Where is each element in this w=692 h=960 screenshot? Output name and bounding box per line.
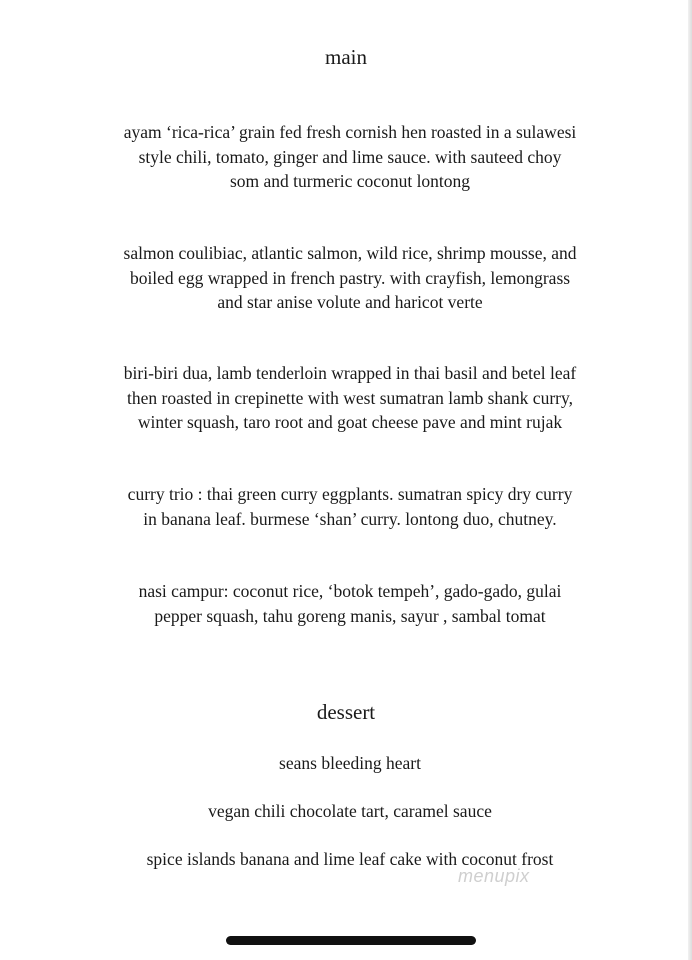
item-line: spice islands banana and lime leaf cake with coconut frost (146, 849, 554, 869)
main-item-ayam-rica-rica (60, 120, 640, 194)
dessert-item-seans-bleeding-heart (60, 751, 640, 776)
item-line: in banana leaf. burmese ‘shan’ curry. lontong duo, chutney. (143, 508, 557, 529)
dessert-item-vegan-chili-chocolate-tart (60, 799, 640, 824)
menupix-watermark: menupix (458, 866, 530, 886)
item-line: boiled egg wrapped in french pastry. with crayfish, lemongrass (129, 267, 571, 288)
main-item-curry-trio (60, 482, 640, 531)
main-section-title: main (325, 45, 367, 69)
dessert-section-title: dessert (316, 700, 376, 724)
item-line: biri-biri dua, lamb tenderloin wrapped in thai basil and betel leaf (123, 363, 577, 383)
item-line: som and turmeric coconut lontong (229, 171, 471, 191)
item-line: pepper squash, tahu goreng manis, sayur , sambal tomat (154, 605, 546, 626)
main-item-biri-biri-dua (60, 361, 640, 435)
item-line: and star anise volute and haricot verte (217, 292, 483, 312)
main-item-nasi-campur (60, 579, 640, 628)
item-line: winter squash, taro root and goat cheese pave and mint rujak (137, 412, 563, 432)
item-line: curry trio : thai green curry eggplants. sumatran spicy dry curry (127, 484, 573, 504)
item-line: then roasted in crepinette with west sumatran lamb shank curry, (127, 387, 573, 408)
item-line: seans bleeding heart (279, 753, 421, 773)
home-indicator-bar[interactable] (226, 936, 476, 945)
page-edge (688, 0, 692, 960)
item-line: vegan chili chocolate tart, caramel sauce (208, 801, 492, 821)
main-item-salmon-coulibiac (60, 241, 640, 315)
dessert-item-spice-islands-banana-cake (60, 847, 640, 872)
item-line: salmon coulibiac, atlantic salmon, wild rice, shrimp mousse, and (123, 243, 577, 263)
item-line: nasi campur: coconut rice, ‘botok tempeh’, gado-gado, gulai (138, 581, 562, 601)
item-line: ayam ‘rica-rica’ grain fed fresh cornish hen roasted in a sulawesi (123, 122, 577, 142)
item-line: style chili, tomato, ginger and lime sauce. with sauteed choy (138, 146, 562, 167)
